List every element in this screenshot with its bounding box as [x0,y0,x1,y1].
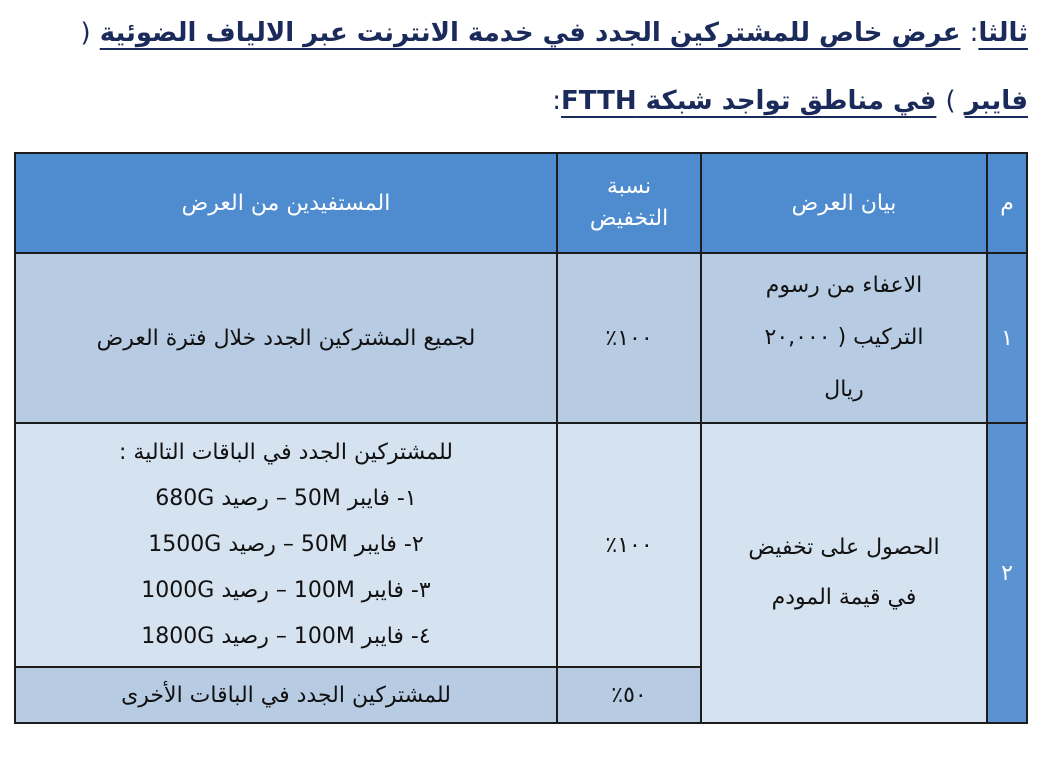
row-2-description [701,423,987,723]
row-1-num: ١ [987,253,1027,423]
heading-colon-2: : [552,86,562,116]
package-item: ٢- فايبر 50M – رصيد 1500G [148,532,424,557]
package-list [22,424,550,666]
heading-open-paren: ( [80,18,91,48]
package-item: ٣- فايبر 100M – رصيد 1000G [141,578,431,603]
heading-text: عرض خاص للمشتركين الجدد في خدمة الانترنت عبر الالياف الضوئية [99,18,961,48]
header-discount-line-1: نسبة [606,174,652,199]
heading-text-ftth: في مناطق تواجد شبكة FTTH [561,86,937,116]
row-2-description-line-2: في قيمة المودم [771,585,917,610]
table-row [15,253,1027,423]
header-discount [557,153,701,253]
row-2-discount: ١٠٠٪ [557,423,701,667]
package-list-title: للمشتركين الجدد في الباقات التالية : [119,440,453,465]
header-beneficiaries: المستفيدين من العرض [15,153,557,253]
row-1-description-line-2: التركيب ( ٢٠,٠٠٠ [764,325,924,350]
heading-prefix: ثالثا [978,18,1028,48]
header-description: بيان العرض [701,153,987,253]
row-1-description [701,253,987,423]
package-item: ١- فايبر 50M – رصيد 680G [155,486,417,511]
header-discount-line-2: التخفيض [589,206,669,231]
row-2-beneficiaries [15,423,557,667]
row-2-description-line-1: الحصول على تخفيض [748,535,940,560]
package-item: ٤- فايبر 100M – رصيد 1800G [141,624,431,649]
header-num: م [987,153,1027,253]
row-2-num: ٢ [987,423,1027,723]
offers-table [14,152,1028,724]
heading-line-1 [10,18,1028,48]
row-1-description-line-3: ريال [824,377,864,402]
row-1-description-line-1: الاعفاء من رسوم [765,273,923,298]
heading-colon: : [969,18,979,48]
row-1-beneficiaries: لجميع المشتركين الجدد خلال فترة العرض [15,253,557,423]
table-row [15,423,1027,667]
heading-text-fiber: فايبر [964,86,1028,116]
row-2-other-beneficiaries: للمشتركين الجدد في الباقات الأخرى [15,667,557,723]
heading-close-paren: ) [945,86,956,116]
row-1-discount: ١٠٠٪ [557,253,701,423]
row-2-other-discount: ٥٠٪ [557,667,701,723]
table-header-row [15,153,1027,253]
heading-line-2 [10,86,1028,116]
